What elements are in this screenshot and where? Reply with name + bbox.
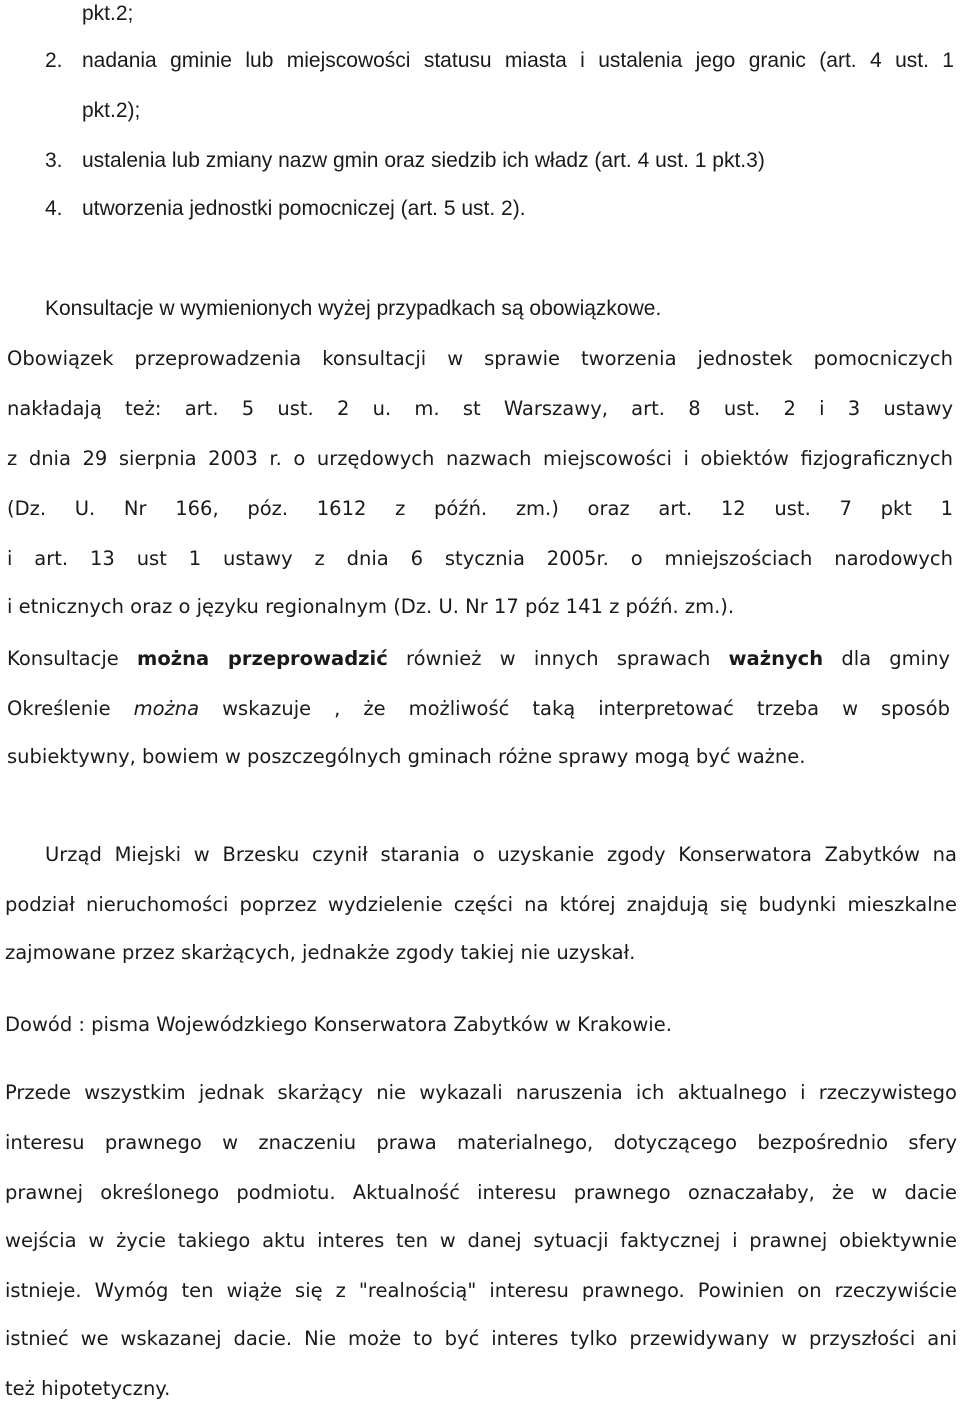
para2-line1-bold-2: ważnych [728, 647, 824, 670]
para5-line1: Przede wszystkim jednak skarżący nie wykazali naruszenia ich aktualnego i rzeczywistego [5, 1081, 957, 1104]
para5-line3: prawnej określonego podmiotu. Aktualność interesu prawnego oznaczałaby, że w dacie [5, 1181, 957, 1204]
list-item-2-text: nadania gminie lub miejscowości statusu miasta i ustalenia jego granic (art. 4 ust. 1 [82, 49, 954, 72]
para2-line2-c: wskazuje , że możliwość taką interpretować trzeba w sposób [199, 697, 950, 720]
para1-line2: Obowiązek przeprowadzenia konsultacji w sprawie tworzenia jednostek pomocniczych [7, 347, 953, 370]
list-item-3-text: ustalenia lub zmiany nazw gmin oraz siedzib ich władz (art. 4 ust. 1 pkt.3) [82, 149, 765, 172]
list-item-2-number: 2. [45, 49, 63, 72]
para4-line1: Dowód : pisma Wojewódzkiego Konserwatora Zabytków w Krakowie. [5, 1013, 672, 1036]
para1-line6: i art. 13 ust 1 ustawy z dnia 6 stycznia 2005r. o mniejszościach narodowych [7, 547, 953, 570]
para5-line4: wejścia w życie takiego aktu interes ten w danej sytuacji faktycznej i prawnej obiektywnie [5, 1229, 957, 1252]
list-item-3-number: 3. [45, 149, 63, 172]
para2-line2-a: Określenie [7, 697, 134, 720]
para1-line3: nakładają też: art. 5 ust. 2 u. m. st Warszawy, art. 8 ust. 2 i 3 ustawy [7, 397, 953, 420]
para2-line2 [7, 696, 950, 722]
para3-line3: zajmowane przez skarżących, jednakże zgody takiej nie uzyskał. [5, 941, 636, 964]
list-item-4-text: utworzenia jednostki pomocniczej (art. 5 ust. 2). [82, 197, 526, 220]
para2-line1-a: Konsultacje [7, 647, 137, 670]
list-item-2-tail: pkt.2); [82, 99, 141, 122]
para2-line2-italic: można [133, 697, 200, 720]
para2-line1-e: dla gminy [823, 647, 950, 670]
para3-line2: podział nieruchomości poprzez wydzielenie części na której znajdują się budynki mieszkalne [5, 893, 957, 916]
para5-line5: istnieje. Wymóg ten wiąże się z "realnością" interesu prawnego. Powinien on rzeczywiście [5, 1279, 957, 1302]
list-item-1-tail: pkt.2; [82, 2, 134, 25]
para1-line7: i etnicznych oraz o języku regionalnym (Dz. U. Nr 17 póz 141 z późń. zm.). [7, 595, 735, 618]
list-item-4-number: 4. [45, 197, 63, 220]
para1-line1: Konsultacje w wymienionych wyżej przypadkach są obowiązkowe. [45, 297, 662, 320]
para2-line1 [7, 646, 950, 672]
para1-line5: (Dz. U. Nr 166, póz. 1612 z późń. zm.) oraz art. 12 ust. 7 pkt 1 [7, 497, 953, 520]
para2-line3: subiektywny, bowiem w poszczególnych gminach różne sprawy mogą być ważne. [7, 745, 806, 768]
para5-line7: też hipotetyczny. [5, 1377, 171, 1400]
para5-line6: istnieć we wskazanej dacie. Nie może to być interes tylko przewidywany w przyszłości ani [5, 1327, 957, 1350]
para2-line1-c: również w innych sprawach [387, 647, 729, 670]
para3-line1: Urząd Miejski w Brzesku czynił starania o uzyskanie zgody Konserwatora Zabytków na [45, 843, 957, 866]
para1-line4: z dnia 29 sierpnia 2003 r. o urzędowych nazwach miejscowości i obiektów fizjograficznych [7, 447, 953, 470]
para5-line2: interesu prawnego w znaczeniu prawa materialnego, dotyczącego bezpośrednio sfery [5, 1131, 957, 1154]
para2-line1-bold-1: można przeprowadzić [137, 647, 388, 670]
